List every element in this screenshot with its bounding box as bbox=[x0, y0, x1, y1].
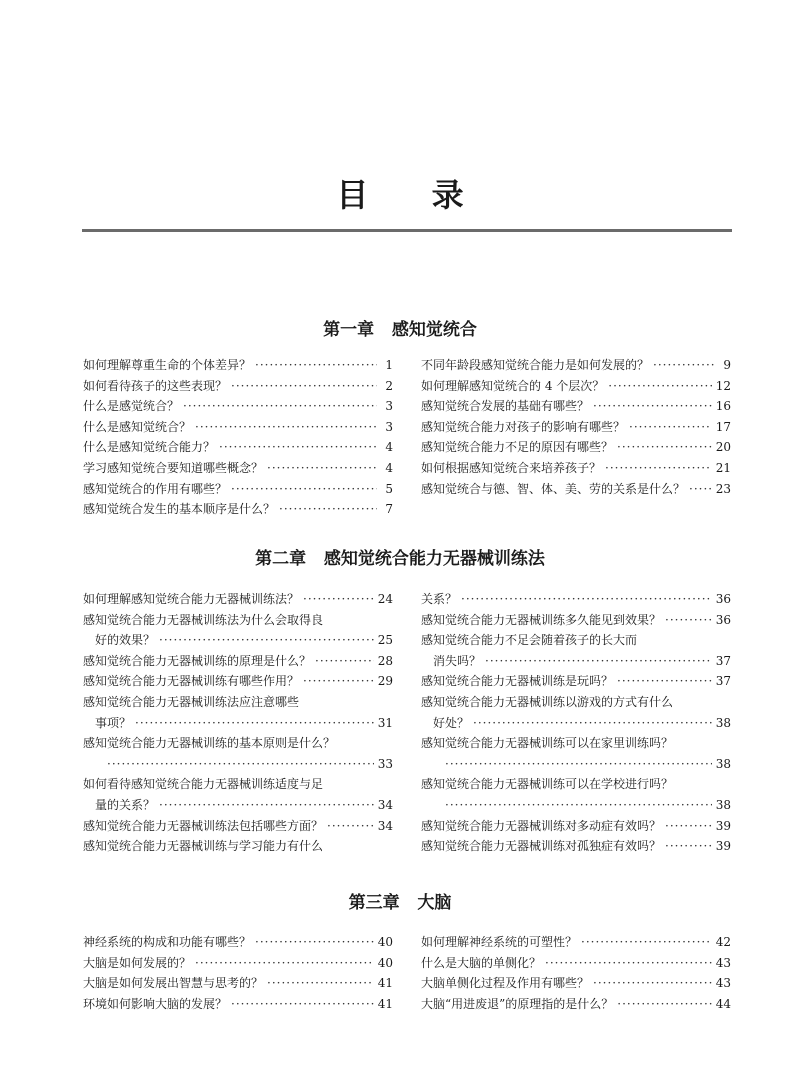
toc-entry[interactable] bbox=[83, 733, 393, 774]
toc-entry-title: 感知觉统合能力无器械训练可以在学校进行吗？ bbox=[421, 777, 674, 792]
toc-entry[interactable] bbox=[83, 774, 393, 815]
leader-dots bbox=[135, 713, 374, 734]
toc-entry-title: 大脑“用进废退”的原理指的是什么？ bbox=[421, 996, 614, 1011]
toc-page-number: 38 bbox=[715, 797, 731, 812]
toc-entry-title: 量的关系？ bbox=[95, 797, 156, 812]
toc-entry-title: 事项？ bbox=[95, 715, 132, 730]
toc-entry[interactable] bbox=[421, 836, 731, 857]
toc-page-number: 40 bbox=[377, 955, 393, 970]
toc-page-number: 42 bbox=[715, 935, 731, 949]
leader-dots bbox=[219, 437, 377, 458]
leader-dots bbox=[665, 610, 712, 631]
toc-entry[interactable] bbox=[421, 376, 731, 397]
toc-entry[interactable] bbox=[83, 396, 393, 417]
leader-dots bbox=[303, 671, 374, 692]
toc-entry[interactable] bbox=[83, 816, 393, 837]
title-divider bbox=[82, 229, 732, 232]
leader-dots bbox=[445, 754, 712, 775]
toc-page-number: 33 bbox=[377, 756, 393, 771]
toc-entry[interactable] bbox=[421, 973, 731, 994]
toc-entry-title: 感知觉统合能力无器械训练是玩吗？ bbox=[421, 674, 614, 689]
leader-dots bbox=[545, 953, 712, 974]
toc-entry[interactable] bbox=[421, 355, 731, 376]
toc-page-number: 39 bbox=[715, 839, 731, 854]
toc-entry-title: 如何理解感知觉统合能力无器械训练法？ bbox=[83, 592, 300, 606]
leader-dots bbox=[653, 355, 715, 376]
toc-page-number: 1 bbox=[385, 358, 393, 372]
leader-dots bbox=[267, 458, 377, 479]
toc-entry-title: 感知觉统合能力无器械训练法包括哪些方面？ bbox=[83, 818, 324, 833]
leader-dots bbox=[473, 713, 712, 734]
toc-page-number: 29 bbox=[377, 674, 393, 689]
toc-entry[interactable] bbox=[83, 953, 393, 974]
toc-page-number: 20 bbox=[715, 440, 731, 455]
toc-page-number: 41 bbox=[377, 996, 393, 1011]
chapter-3-right-column bbox=[421, 932, 731, 1014]
toc-page-number: 43 bbox=[715, 976, 731, 991]
toc-entry[interactable] bbox=[83, 610, 393, 651]
leader-dots bbox=[593, 396, 712, 417]
leader-dots bbox=[617, 671, 712, 692]
toc-entry-title: 如何理解尊重生命的个体差异？ bbox=[83, 358, 252, 372]
leader-dots bbox=[183, 396, 377, 417]
toc-entry-title: 什么是感知觉统合能力？ bbox=[83, 440, 216, 455]
toc-entry-title: 如何理解感知觉统合的 4 个层次？ bbox=[421, 378, 605, 393]
toc-page-number: 38 bbox=[715, 756, 731, 771]
toc-entry-title: 感知觉统合能力不足会随着孩子的长大而 bbox=[421, 633, 638, 648]
leader-dots bbox=[461, 589, 712, 610]
toc-entry-title: 感知觉统合与德、智、体、美、劳的关系是什么？ bbox=[421, 481, 686, 496]
chapter-1-left-column bbox=[83, 355, 393, 520]
toc-entry[interactable] bbox=[421, 630, 731, 671]
toc-page-number: 44 bbox=[715, 996, 731, 1011]
toc-title: 目 录 bbox=[336, 176, 490, 214]
toc-entry[interactable] bbox=[421, 774, 731, 815]
toc-entry[interactable] bbox=[83, 437, 393, 458]
toc-page-number: 5 bbox=[385, 481, 393, 496]
leader-dots bbox=[665, 816, 712, 837]
leader-dots bbox=[665, 836, 712, 857]
toc-entry[interactable] bbox=[83, 836, 393, 857]
toc-entry[interactable] bbox=[421, 692, 731, 733]
leader-dots bbox=[195, 953, 374, 974]
toc-entry-title: 什么是大脑的单侧化？ bbox=[421, 955, 542, 970]
toc-page-number: 7 bbox=[385, 502, 393, 517]
toc-entry-title: 如何看待孩子的这些表现？ bbox=[83, 378, 228, 393]
toc-page-number: 36 bbox=[715, 612, 731, 627]
chapter-heading: 第二章 感知觉统合能力无器械训练法 bbox=[255, 549, 545, 569]
leader-dots bbox=[279, 499, 377, 520]
toc-entry[interactable] bbox=[83, 417, 393, 438]
toc-entry[interactable] bbox=[83, 932, 393, 953]
toc-page-number: 43 bbox=[715, 955, 731, 970]
toc-entry[interactable] bbox=[421, 479, 731, 500]
toc-page-number: 3 bbox=[385, 399, 393, 414]
toc-entry-title: 感知觉统合能力无器械训练法应注意哪些 bbox=[83, 694, 300, 709]
toc-entry[interactable] bbox=[83, 355, 393, 376]
toc-entry[interactable] bbox=[83, 376, 393, 397]
toc-entry-title: 好的效果？ bbox=[95, 633, 156, 648]
toc-entry[interactable] bbox=[83, 479, 393, 500]
leader-dots bbox=[617, 437, 712, 458]
leader-dots bbox=[195, 417, 377, 438]
toc-entry-title: 感知觉统合的作用有哪些？ bbox=[83, 481, 228, 496]
toc-entry[interactable] bbox=[421, 733, 731, 774]
toc-page-number: 31 bbox=[377, 715, 393, 730]
toc-entry[interactable] bbox=[421, 994, 731, 1015]
chapter-heading: 第三章 大脑 bbox=[348, 893, 452, 913]
toc-page-number: 4 bbox=[385, 460, 393, 475]
chapter-1-right-column bbox=[421, 355, 731, 499]
toc-page-number: 23 bbox=[715, 481, 731, 496]
toc-entry-title: 消失吗？ bbox=[433, 653, 482, 668]
toc-page-number: 38 bbox=[715, 715, 731, 730]
leader-dots bbox=[581, 932, 712, 953]
toc-page-number: 9 bbox=[723, 358, 731, 372]
toc-page-number: 2 bbox=[385, 378, 393, 393]
leader-dots bbox=[445, 795, 712, 816]
toc-entry[interactable] bbox=[421, 458, 731, 479]
toc-page-number: 41 bbox=[377, 976, 393, 991]
toc-entry[interactable] bbox=[421, 589, 731, 610]
toc-entry-title: 好处？ bbox=[433, 715, 470, 730]
leader-dots bbox=[159, 795, 374, 816]
leader-dots bbox=[267, 973, 374, 994]
leader-dots bbox=[327, 816, 374, 837]
toc-entry-title: 感知觉统合能力无器械训练多久能见到效果？ bbox=[421, 612, 662, 627]
leader-dots bbox=[255, 932, 374, 953]
toc-page-number: 37 bbox=[715, 653, 731, 668]
toc-page-number: 16 bbox=[715, 399, 731, 414]
toc-page-number: 3 bbox=[385, 419, 393, 434]
toc-page-number: 36 bbox=[715, 592, 731, 606]
leader-dots bbox=[605, 458, 712, 479]
leader-dots bbox=[617, 994, 711, 1015]
toc-entry[interactable] bbox=[421, 417, 731, 438]
toc-entry-title: 如何看待感知觉统合能力无器械训练适度与足 bbox=[83, 777, 324, 792]
toc-entry-title: 感知觉统合能力无器械训练的基本原则是什么？ bbox=[83, 736, 336, 751]
toc-page-number: 37 bbox=[715, 674, 731, 689]
toc-page-number: 40 bbox=[377, 935, 393, 949]
toc-entry[interactable] bbox=[421, 816, 731, 837]
toc-page-number: 34 bbox=[377, 818, 393, 833]
toc-entry[interactable] bbox=[421, 437, 731, 458]
toc-page-number: 17 bbox=[715, 419, 731, 434]
toc-entry-title: 感知觉统合能力无器械训练有哪些作用？ bbox=[83, 674, 300, 689]
leader-dots bbox=[107, 754, 374, 775]
leader-dots bbox=[629, 417, 712, 438]
toc-page-number: 34 bbox=[377, 797, 393, 812]
toc-entry-title: 大脑是如何发展的？ bbox=[83, 955, 192, 970]
toc-entry-title: 感知觉统合能力无器械训练的原理是什么？ bbox=[83, 653, 312, 668]
toc-entry-title: 感知觉统合能力无器械训练对孤独症有效吗？ bbox=[421, 839, 662, 854]
toc-entry-title: 什么是感觉统合？ bbox=[83, 399, 180, 414]
toc-entry-title: 感知觉统合发展的基础有哪些？ bbox=[421, 399, 590, 414]
leader-dots bbox=[593, 973, 712, 994]
toc-entry[interactable] bbox=[421, 396, 731, 417]
leader-dots bbox=[231, 994, 374, 1015]
toc-page-number: 25 bbox=[377, 633, 393, 648]
toc-page-number: 39 bbox=[715, 818, 731, 833]
chapter-heading: 第一章 感知觉统合 bbox=[323, 320, 477, 340]
leader-dots bbox=[608, 376, 711, 397]
toc-entry-title: 感知觉统合能力无器械训练与学习能力有什么 bbox=[83, 839, 324, 854]
toc-entry[interactable] bbox=[421, 671, 731, 692]
leader-dots bbox=[315, 651, 374, 672]
toc-entry-title: 关系？ bbox=[421, 592, 458, 606]
toc-entry[interactable] bbox=[421, 932, 731, 953]
toc-entry-title: 感知觉统合能力无器械训练对多动症有效吗？ bbox=[421, 818, 662, 833]
toc-entry-title: 什么是感知觉统合？ bbox=[83, 419, 192, 434]
leader-dots bbox=[159, 630, 374, 651]
toc-entry-title: 如何根据感知觉统合来培养孩子？ bbox=[421, 460, 602, 475]
toc-entry-title: 不同年龄段感知觉统合能力是如何发展的？ bbox=[421, 358, 650, 372]
leader-dots bbox=[303, 589, 374, 610]
leader-dots bbox=[255, 355, 377, 376]
chapter-2-right-column bbox=[421, 589, 731, 857]
chapter-2-left-column bbox=[83, 589, 393, 857]
toc-entry-title: 如何理解神经系统的可塑性？ bbox=[421, 935, 578, 949]
toc-entry[interactable] bbox=[83, 589, 393, 610]
toc-entry-title: 感知觉统合发生的基本顺序是什么？ bbox=[83, 502, 276, 517]
toc-entry-title: 感知觉统合能力对孩子的影响有哪些？ bbox=[421, 419, 626, 434]
leader-dots bbox=[231, 376, 377, 397]
toc-page-number: 28 bbox=[377, 653, 393, 668]
toc-entry[interactable] bbox=[421, 953, 731, 974]
toc-entry[interactable] bbox=[83, 973, 393, 994]
toc-page-number: 4 bbox=[385, 440, 393, 455]
toc-entry[interactable] bbox=[421, 610, 731, 631]
toc-page-number: 21 bbox=[715, 460, 731, 475]
toc-entry-title: 感知觉统合能力无器械训练以游戏的方式有什么 bbox=[421, 694, 674, 709]
toc-entry-title: 神经系统的构成和功能有哪些？ bbox=[83, 935, 252, 949]
toc-entry[interactable] bbox=[83, 499, 393, 520]
toc-entry-title: 感知觉统合能力无器械训练可以在家里训练吗？ bbox=[421, 736, 674, 751]
toc-page-number: 24 bbox=[377, 592, 393, 606]
leader-dots bbox=[485, 651, 712, 672]
leader-dots bbox=[231, 479, 377, 500]
toc-entry[interactable] bbox=[83, 458, 393, 479]
toc-entry[interactable] bbox=[83, 671, 393, 692]
toc-entry[interactable] bbox=[83, 692, 393, 733]
toc-entry[interactable] bbox=[83, 994, 393, 1015]
toc-entry-title: 感知觉统合能力无器械训练法为什么会取得良 bbox=[83, 612, 324, 627]
leader-dots bbox=[689, 479, 712, 500]
chapter-3-left-column bbox=[83, 932, 393, 1014]
toc-entry-title: 感知觉统合能力不足的原因有哪些？ bbox=[421, 440, 614, 455]
toc-entry-title: 大脑单侧化过程及作用有哪些？ bbox=[421, 976, 590, 991]
toc-page-number: 12 bbox=[715, 378, 731, 393]
toc-entry-title: 大脑是如何发展出智慧与思考的？ bbox=[83, 976, 264, 991]
toc-entry-title: 学习感知觉统合要知道哪些概念？ bbox=[83, 460, 264, 475]
toc-entry[interactable] bbox=[83, 651, 393, 672]
toc-entry-title: 环境如何影响大脑的发展？ bbox=[83, 996, 228, 1011]
